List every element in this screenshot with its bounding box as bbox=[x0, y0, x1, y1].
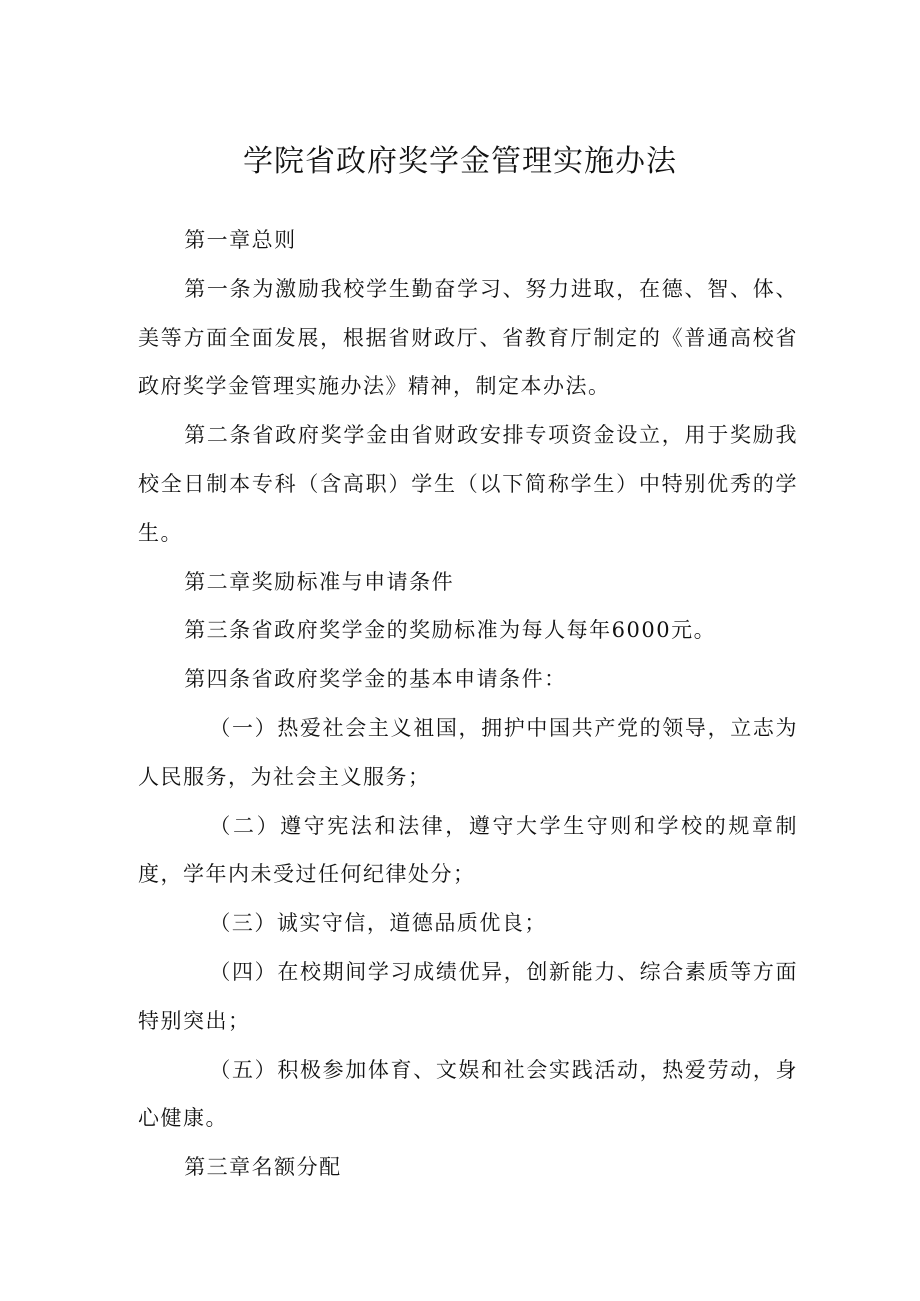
condition-item-3: （三）诚实守信，道德品质优良； bbox=[209, 911, 547, 936]
condition-item-2: （二）遵守宪法和法律，遵守大学生守则和学校的规章制度，学年内未受过任何纪律处分； bbox=[138, 813, 798, 887]
article-1: 第一条为激励我校学生勤奋学习、努力进取，在德、智、体、美等方面全面发展，根据省财政厅、省教育厅制定的《普通高校省政府奖学金管理实施办法》精神，制定本办法。 bbox=[138, 276, 798, 399]
condition-item-5: （五）积极参加体育、文娱和社会实践活动，热爱劳动，身心健康。 bbox=[138, 1057, 798, 1131]
article-4: 第四条省政府奖学金的基本申请条件： bbox=[184, 667, 567, 692]
article-3: 第三条省政府奖学金的奖励标准为每人每年6000元。 bbox=[184, 618, 717, 643]
chapter-heading-3: 第三章名额分配 bbox=[184, 1155, 342, 1180]
document-body bbox=[138, 216, 798, 1192]
article-2: 第二条省政府奖学金由省财政安排专项资金设立，用于奖励我校全日制本专科（含高职）学生（以下简称学生）中特别优秀的学生。 bbox=[138, 423, 798, 545]
chapter-heading-2: 第二章奖励标准与申请条件 bbox=[184, 569, 455, 594]
condition-item-4: （四）在校期间学习成绩优异，创新能力、综合素质等方面特别突出； bbox=[138, 959, 798, 1033]
condition-item-1: （一）热爱社会主义祖国，拥护中国共产党的领导，立志为人民服务，为社会主义服务； bbox=[138, 715, 798, 789]
chapter-heading-1: 第一章总则 bbox=[184, 228, 297, 252]
document-title: 学院省政府奖学金管理实施办法 bbox=[243, 144, 677, 179]
